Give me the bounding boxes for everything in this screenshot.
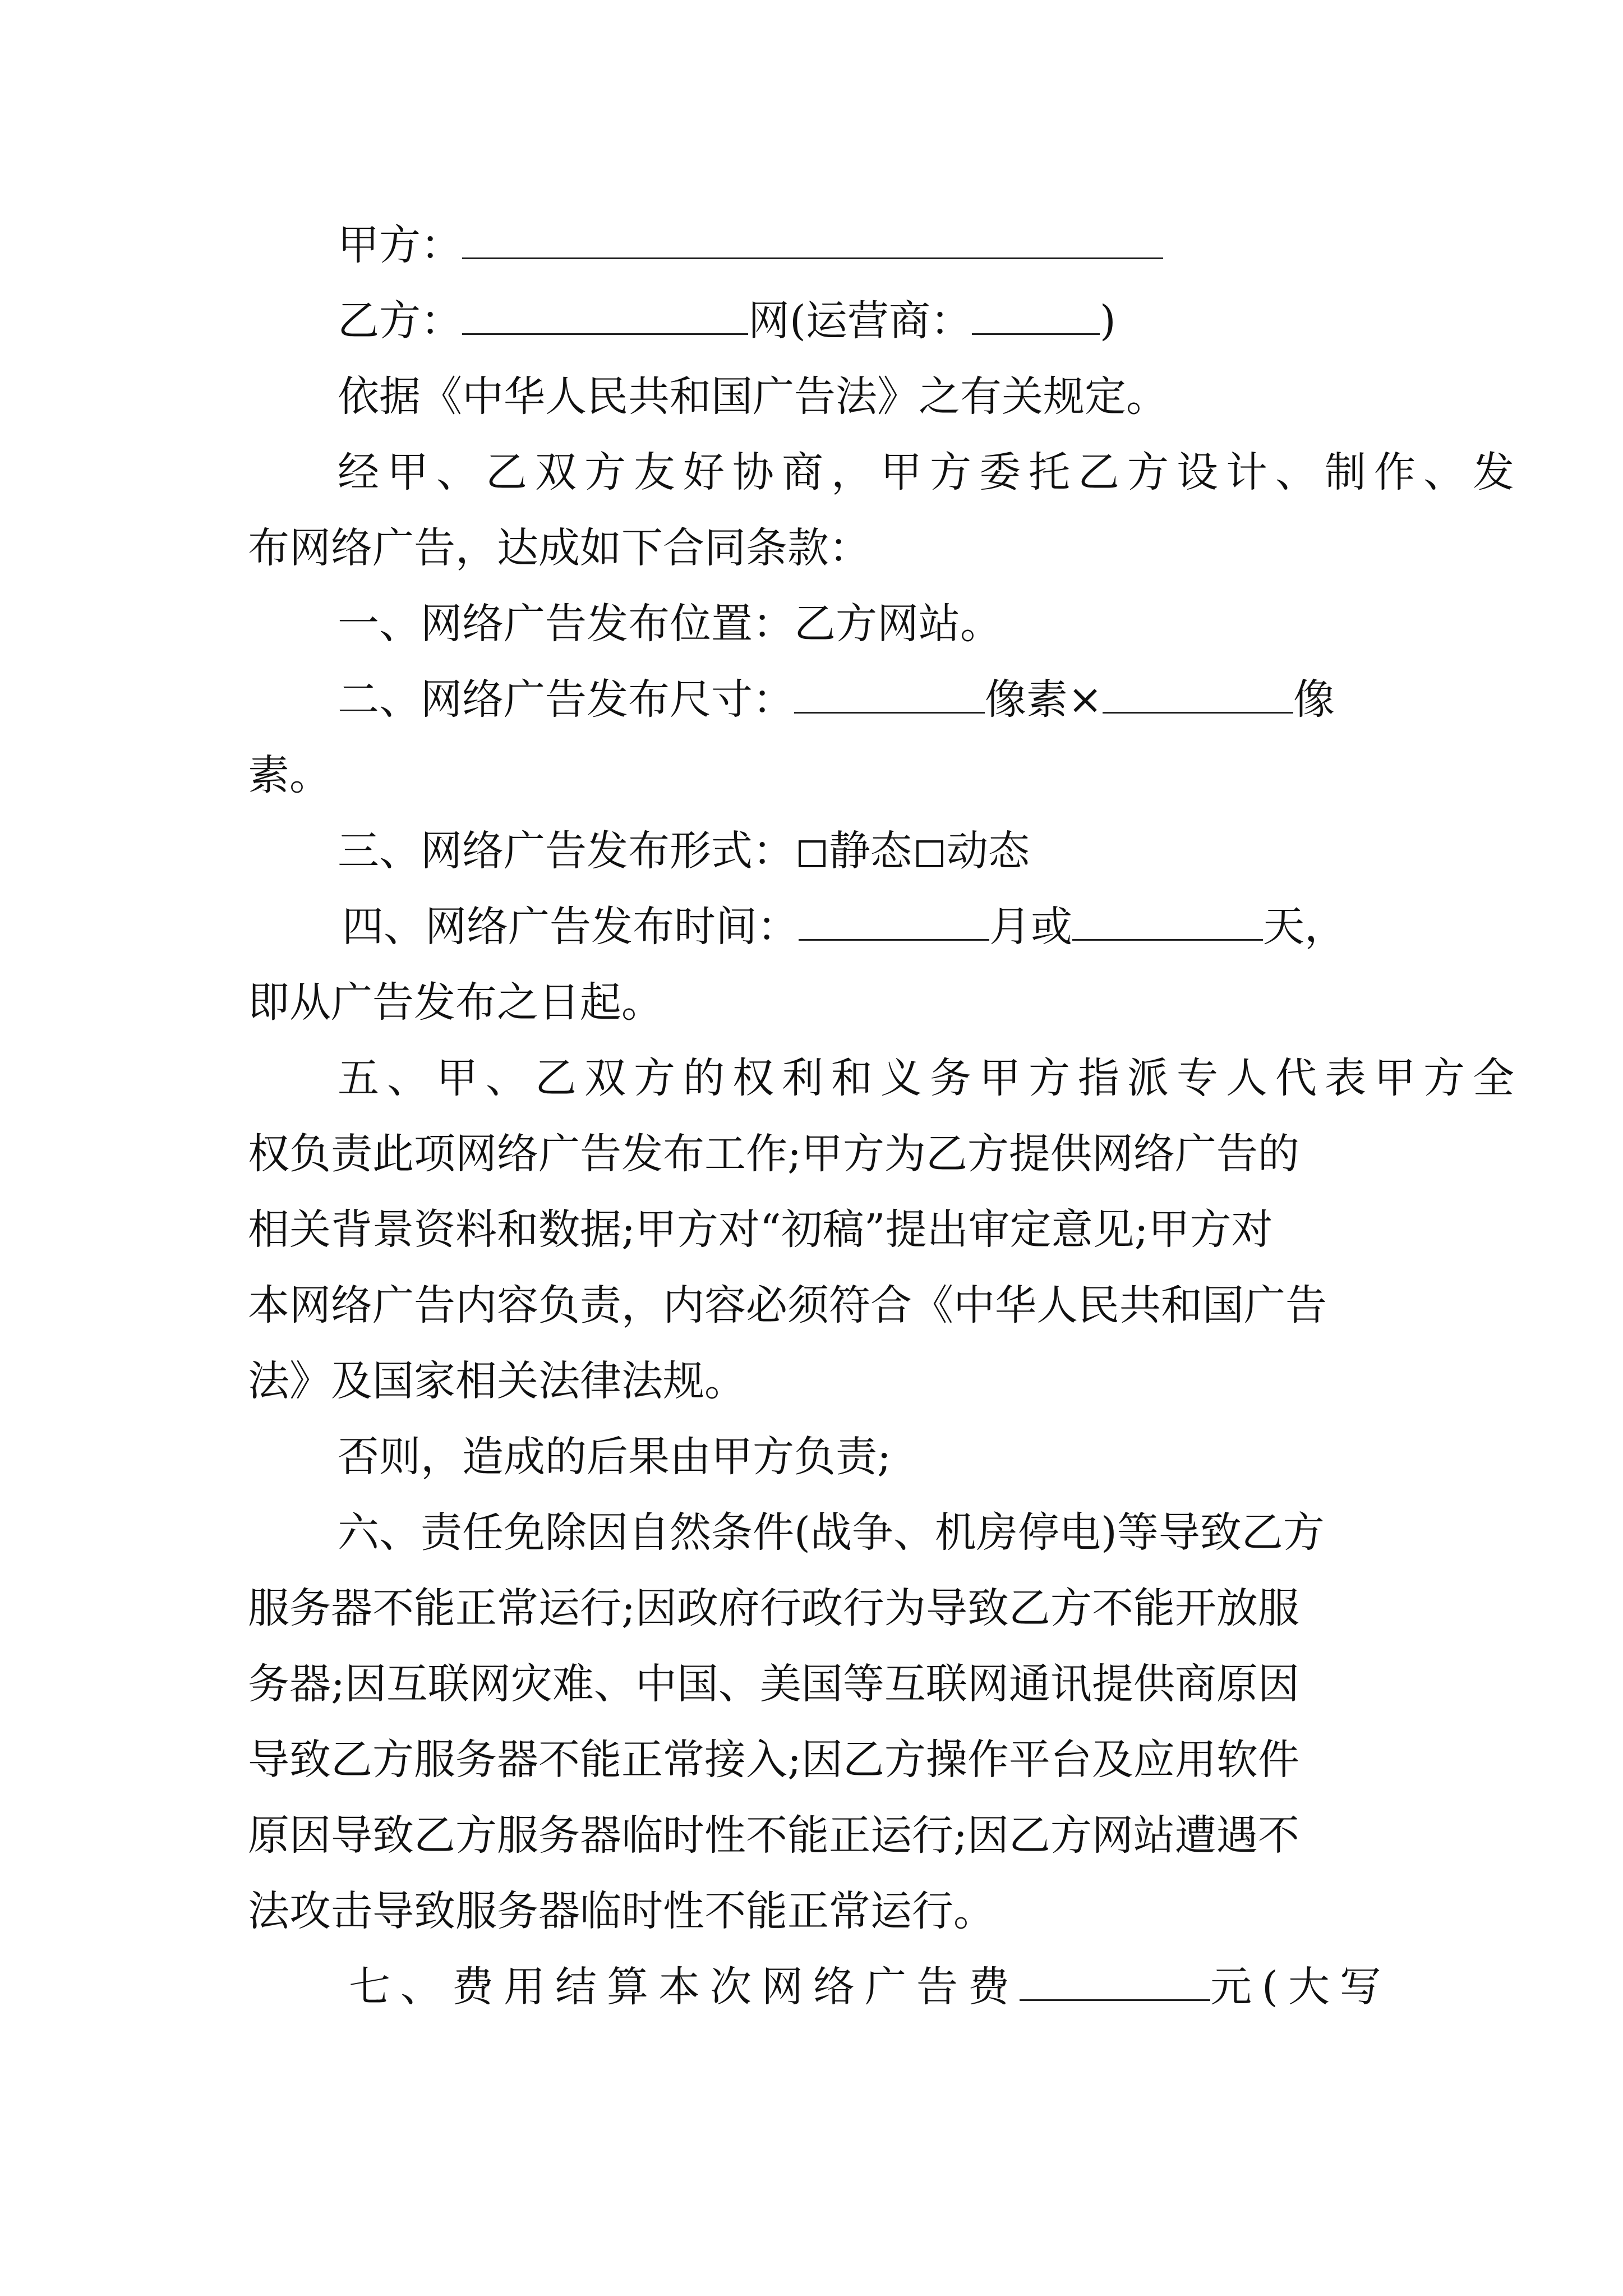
clause-5-line-5: 法》及国家相关法律法规。 (248, 1357, 746, 1405)
clause-7-end: 元(大写 (1210, 1963, 1391, 2011)
intro-line-2: 布网络广告，达成如下合同条款： (248, 524, 870, 572)
party-a-label: 甲方： (338, 221, 462, 269)
clause-5-line-4: 本网络广告内容负责，内容必须符合《中华人民共和国广告 (248, 1281, 1327, 1329)
operator-blank[interactable] (972, 301, 1100, 335)
clause-4-mid: 月或 (989, 903, 1072, 951)
clause-1: 一、网络广告发布位置：乙方网站。 (338, 600, 1002, 648)
clause-6-line-2: 服务器不能正常运行;因政府行政行为导致乙方不能开放服 (248, 1584, 1299, 1632)
party-b-label: 乙方： (338, 297, 462, 345)
intro-line-1: 经甲、乙双方友好协商，甲方委托乙方设计、制作、发 (338, 448, 1522, 496)
party-b-line (338, 297, 1116, 345)
clause-6-line-6: 法攻击导致服务器临时性不能正常运行。 (248, 1887, 995, 1935)
party-b-name-blank[interactable] (462, 301, 748, 335)
clause-3-label: 三、网络广告发布形式： (338, 827, 794, 875)
clause-4-cont: 即从广告发布之日起。 (248, 978, 663, 1027)
clause-2-line (338, 675, 1335, 724)
clause-2-label: 二、网络广告发布尺寸： (338, 675, 794, 724)
party-b-net-label: 网(运营商： (748, 297, 972, 345)
months-blank[interactable] (799, 907, 989, 941)
height-blank[interactable] (1103, 679, 1293, 714)
dynamic-checkbox[interactable] (916, 840, 943, 867)
width-blank[interactable] (794, 679, 985, 714)
static-label: 静态 (829, 827, 912, 875)
clause-3-line (338, 827, 1030, 875)
clause-7-line (349, 1963, 1391, 2011)
clause-2-end: 像 (1293, 675, 1335, 724)
clause-2-mid: 像素× (985, 675, 1103, 724)
clause-6-line-3: 务器;因互联网灾难、中国、美国等互联网通讯提供商原因 (248, 1660, 1299, 1708)
clause-7-label: 七、费用结算本次网络广告费 (349, 1963, 1020, 2011)
clause-6-line-5: 原因导致乙方服务器临时性不能正运行;因乙方网站遭遇不 (248, 1811, 1299, 1860)
basis-line: 依据《中华人民共和国广告法》之有关规定。 (338, 372, 1168, 421)
static-checkbox[interactable] (799, 840, 826, 867)
days-blank[interactable] (1072, 907, 1263, 941)
clause-6-line-4: 导致乙方服务器不能正常接入;因乙方操作平台及应用软件 (248, 1736, 1299, 1784)
clause-5-line-6: 否则，造成的后果由甲方负责; (338, 1433, 891, 1481)
clause-4-end: 天， (1263, 903, 1346, 951)
clause-4-label: 四、网络广告发布时间： (342, 903, 799, 951)
fee-blank[interactable] (1020, 1967, 1210, 2001)
clause-5-line-1: 五、甲、乙双方的权利和义务甲方指派专人代表甲方全 (338, 1054, 1522, 1102)
party-a-line (338, 221, 1163, 269)
clause-6-line-1: 六、责任免除因自然条件(战争、机房停电)等导致乙方 (338, 1508, 1325, 1557)
clause-2-cont: 素。 (248, 751, 331, 799)
clause-5-line-3: 相关背景资料和数据;甲方对“初稿”提出审定意见;甲方对 (248, 1205, 1273, 1254)
party-a-blank[interactable] (462, 225, 1163, 259)
party-b-close: ) (1099, 297, 1116, 345)
clause-5-line-2: 权负责此项网络广告发布工作;甲方为乙方提供网络广告的 (248, 1130, 1299, 1178)
clause-4-line (342, 903, 1346, 951)
dynamic-label: 动态 (947, 827, 1030, 875)
